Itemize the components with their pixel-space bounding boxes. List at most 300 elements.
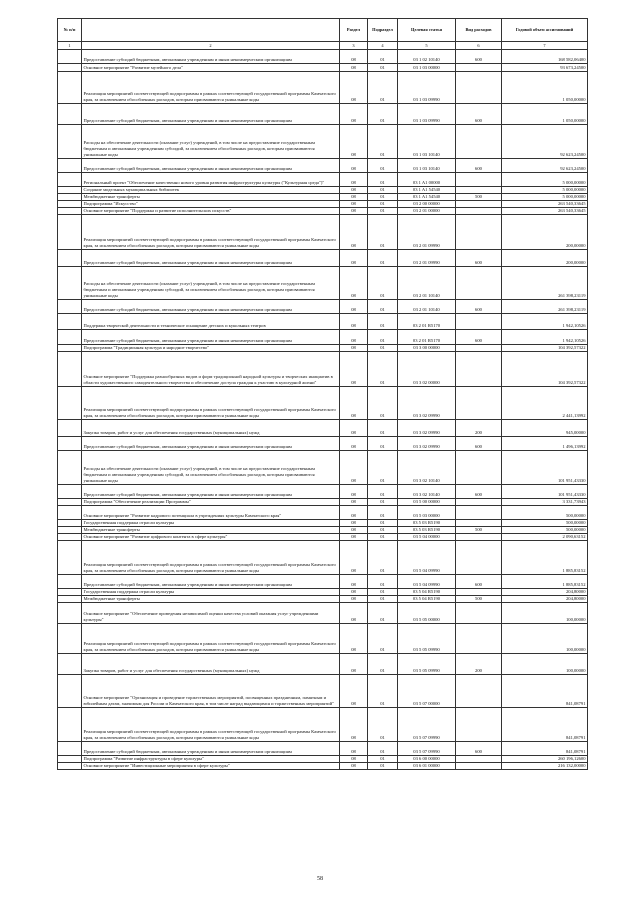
cell-name: Подпрограмма "Традиционная культура и народное творчество"	[82, 345, 340, 352]
cell-amount: 93 673,24500	[502, 64, 588, 72]
cell-section: 08	[340, 104, 368, 125]
cell-expense: 600	[456, 250, 502, 267]
cell-subsection: 01	[368, 603, 398, 624]
table-row	[58, 534, 588, 541]
cell-section: 08	[340, 451, 368, 485]
table-row	[58, 756, 588, 763]
cell-num	[58, 267, 82, 300]
cell-amount: 101 951,43330	[502, 451, 588, 485]
cell-expense	[456, 267, 502, 300]
cell-amount: 92 623,24500	[502, 125, 588, 159]
table-row	[58, 104, 588, 125]
cell-name: Государственная поддержка отрасли культуры	[82, 520, 340, 527]
cell-expense: 600	[456, 742, 502, 756]
table-row	[58, 575, 588, 589]
cell-amount: 104 392,57322	[502, 352, 588, 387]
cell-num	[58, 589, 82, 596]
cell-name: Предоставление субсидий бюджетным, автономным учреждениям и иным некоммерческим организациям	[82, 250, 340, 267]
cell-expense	[456, 173, 502, 187]
cell-amount: 204,80000	[502, 589, 588, 596]
cell-target: 03 2 01 R5170	[398, 330, 456, 345]
cell-expense	[456, 603, 502, 624]
cell-subsection: 01	[368, 173, 398, 187]
cell-expense	[456, 675, 502, 708]
cell-subsection: 01	[368, 330, 398, 345]
document-page	[57, 18, 587, 770]
cell-amount: 945,00000	[502, 420, 588, 437]
cell-section: 08	[340, 352, 368, 387]
cell-subsection: 01	[368, 596, 398, 603]
table-row	[58, 654, 588, 675]
col-number: 6	[456, 42, 502, 50]
cell-subsection: 01	[368, 314, 398, 330]
cell-target: 03 6 01 00000	[398, 763, 456, 770]
cell-target: 03 1 03 10140	[398, 159, 456, 173]
cell-target: 03 6 00 00000	[398, 756, 456, 763]
col-number: 4	[368, 42, 398, 50]
cell-section: 08	[340, 708, 368, 742]
cell-expense: 500	[456, 596, 502, 603]
cell-name: Межбюджетные трансферты	[82, 194, 340, 201]
cell-expense: 600	[456, 330, 502, 345]
table-row	[58, 72, 588, 104]
col-number: 3	[340, 42, 368, 50]
table-row	[58, 763, 588, 770]
cell-section: 08	[340, 575, 368, 589]
cell-name: Основное мероприятие "Поддержка разнообразных видов и форм традиционной народной культуры и творческих инициатив в области художественного самодеятельного творчества и обеспечение доступа граждан к участию в культурной жизни"	[82, 352, 340, 387]
cell-expense: 600	[456, 575, 502, 589]
table-row	[58, 267, 588, 300]
cell-target: 03 3 02 09990	[398, 420, 456, 437]
cell-amount: 200,00000	[502, 215, 588, 250]
table-row	[58, 314, 588, 330]
cell-num	[58, 596, 82, 603]
table-row	[58, 50, 588, 64]
cell-subsection: 01	[368, 300, 398, 314]
cell-subsection: 01	[368, 437, 398, 451]
cell-name: Основное мероприятие "Развитие цифрового контента в сфере культуры"	[82, 534, 340, 541]
cell-subsection: 01	[368, 50, 398, 64]
cell-name: Подпрограмма "Развитие инфраструктуры в сфере культуры"	[82, 756, 340, 763]
cell-target: 03 3 02 10140	[398, 451, 456, 485]
cell-amount: 1 942,10526	[502, 330, 588, 345]
cell-target: 03 5 03 R5190	[398, 520, 456, 527]
cell-section: 08	[340, 437, 368, 451]
cell-subsection: 01	[368, 194, 398, 201]
cell-subsection: 01	[368, 72, 398, 104]
cell-subsection: 01	[368, 575, 398, 589]
cell-target: 03 1 A1 54540	[398, 194, 456, 201]
cell-amount: 263 540,33645	[502, 201, 588, 208]
cell-expense	[456, 352, 502, 387]
cell-name: Реализация мероприятий соответствующей подпрограммы в рамках соответствующей государственной программы Камчатского края, за исключением обособленных расходов, которым присваиваются уникальные коды	[82, 708, 340, 742]
cell-target: 03 1 03 09990	[398, 72, 456, 104]
cell-section: 08	[340, 300, 368, 314]
cell-subsection: 01	[368, 267, 398, 300]
cell-section: 08	[340, 541, 368, 575]
cell-section: 08	[340, 499, 368, 506]
cell-section: 08	[340, 763, 368, 770]
table-row	[58, 527, 588, 534]
cell-name: Поддержка творческой деятельности и техническое оснащение детских и кукольных театров	[82, 314, 340, 330]
cell-target: 03 5 04 R5190	[398, 596, 456, 603]
cell-subsection: 01	[368, 742, 398, 756]
cell-section: 08	[340, 520, 368, 527]
cell-section: 08	[340, 387, 368, 420]
cell-name: Расходы на обеспечение деятельности (оказание услуг) учреждений, в том числе на предоставление государственным бюджетным и автономным учреждениям субсидий, за исключением обособленных расходов, которым присваиваются уникальные коды	[82, 125, 340, 159]
cell-expense	[456, 215, 502, 250]
cell-num	[58, 603, 82, 624]
cell-subsection: 01	[368, 250, 398, 267]
cell-name: Основное мероприятие "Инвестиционные мероприятия в сфере культуры"	[82, 763, 340, 770]
table-row	[58, 300, 588, 314]
cell-amount: 104 392,57322	[502, 345, 588, 352]
cell-num	[58, 173, 82, 187]
cell-name: Предоставление субсидий бюджетным, автономным учреждениям и иным некоммерческим организациям	[82, 159, 340, 173]
cell-subsection: 01	[368, 527, 398, 534]
cell-section: 08	[340, 72, 368, 104]
cell-subsection: 01	[368, 520, 398, 527]
cell-num	[58, 314, 82, 330]
cell-target: 03 5 03 R5190	[398, 527, 456, 534]
cell-amount: 260 196,12600	[502, 756, 588, 763]
cell-target: 03 5 05 00000	[398, 603, 456, 624]
cell-name: Реализация мероприятий соответствующей подпрограммы в рамках соответствующей государственной программы Камчатского края, за исключением обособленных расходов, которым присваиваются уникальные коды	[82, 215, 340, 250]
cell-num	[58, 499, 82, 506]
cell-num	[58, 194, 82, 201]
cell-name: Межбюджетные трансферты	[82, 527, 340, 534]
table-row	[58, 330, 588, 345]
cell-num	[58, 742, 82, 756]
table-header-row	[58, 19, 588, 42]
cell-expense	[456, 201, 502, 208]
cell-expense: 600	[456, 50, 502, 64]
cell-num	[58, 675, 82, 708]
cell-section: 08	[340, 330, 368, 345]
cell-expense	[456, 708, 502, 742]
cell-subsection: 01	[368, 534, 398, 541]
cell-section: 08	[340, 208, 368, 215]
col-number: 2	[82, 42, 340, 50]
cell-amount: 200,00000	[502, 250, 588, 267]
cell-subsection: 01	[368, 485, 398, 499]
cell-num	[58, 250, 82, 267]
cell-amount: 5 000,00000	[502, 173, 588, 187]
cell-num	[58, 64, 82, 72]
cell-num	[58, 624, 82, 654]
cell-amount: 263 540,33645	[502, 208, 588, 215]
cell-subsection: 01	[368, 187, 398, 194]
cell-target: 03 3 02 00000	[398, 352, 456, 387]
table-row	[58, 215, 588, 250]
cell-name: Основное мероприятие "Поддержка и развитие исполнительских искусств"	[82, 208, 340, 215]
cell-subsection: 01	[368, 208, 398, 215]
table-row	[58, 708, 588, 742]
cell-amount: 841,08791	[502, 675, 588, 708]
cell-section: 08	[340, 314, 368, 330]
cell-expense	[456, 624, 502, 654]
cell-name: Создание модельных муниципальных библиотек	[82, 187, 340, 194]
cell-expense	[456, 72, 502, 104]
table-row	[58, 352, 588, 387]
table-row	[58, 624, 588, 654]
cell-subsection: 01	[368, 506, 398, 520]
cell-target: 03 1 03 09990	[398, 104, 456, 125]
cell-amount: 100,00000	[502, 624, 588, 654]
cell-amount: 2 441,13992	[502, 387, 588, 420]
cell-expense: 200	[456, 420, 502, 437]
cell-expense	[456, 208, 502, 215]
cell-num	[58, 345, 82, 352]
table-row	[58, 596, 588, 603]
table-row	[58, 250, 588, 267]
table-row	[58, 603, 588, 624]
cell-subsection: 01	[368, 125, 398, 159]
cell-name: Межбюджетные трансферты	[82, 596, 340, 603]
cell-num	[58, 763, 82, 770]
cell-expense: 600	[456, 485, 502, 499]
cell-expense	[456, 589, 502, 596]
col-number: 7	[502, 42, 588, 50]
table-row	[58, 345, 588, 352]
cell-amount: 168 582,06400	[502, 50, 588, 64]
cell-subsection: 01	[368, 756, 398, 763]
column-number-row	[58, 42, 588, 50]
col-number: 1	[58, 42, 82, 50]
cell-name: Реализация мероприятий соответствующей подпрограммы в рамках соответствующей государственной программы Камчатского края, за исключением обособленных расходов, которым присваиваются уникальные коды	[82, 624, 340, 654]
cell-amount: 5 000,00000	[502, 187, 588, 194]
cell-name: Предоставление субсидий бюджетным, автономным учреждениям и иным некоммерческим организациям	[82, 330, 340, 345]
cell-subsection: 01	[368, 763, 398, 770]
table-row	[58, 208, 588, 215]
cell-amount: 1 050,00000	[502, 104, 588, 125]
cell-expense	[456, 763, 502, 770]
cell-name: Реализация мероприятий соответствующей подпрограммы в рамках соответствующей государственной программы Камчатского края, за исключением обособленных расходов, которым присваиваются уникальные коды	[82, 72, 340, 104]
cell-subsection: 01	[368, 159, 398, 173]
cell-target: 03 2 00 00000	[398, 201, 456, 208]
cell-num	[58, 654, 82, 675]
cell-num	[58, 159, 82, 173]
cell-target: 03 2 01 R5170	[398, 314, 456, 330]
budget-table	[57, 18, 588, 770]
cell-amount: 100,00000	[502, 603, 588, 624]
header-expense: Вид расходов	[456, 19, 502, 42]
table-row	[58, 437, 588, 451]
cell-amount: 500,00000	[502, 527, 588, 534]
cell-section: 08	[340, 589, 368, 596]
cell-target: 03 2 01 09990	[398, 215, 456, 250]
cell-expense: 600	[456, 437, 502, 451]
cell-name: Предоставление субсидий бюджетным, автономным учреждениям и иным некоммерческим организациям	[82, 742, 340, 756]
cell-section: 08	[340, 267, 368, 300]
cell-amount: 1 496,13992	[502, 437, 588, 451]
cell-section: 08	[340, 215, 368, 250]
cell-subsection: 01	[368, 387, 398, 420]
cell-section: 08	[340, 159, 368, 173]
cell-expense	[456, 499, 502, 506]
cell-amount: 92 623,24500	[502, 159, 588, 173]
cell-expense: 500	[456, 194, 502, 201]
cell-expense	[456, 345, 502, 352]
cell-subsection: 01	[368, 624, 398, 654]
cell-name: Предоставление субсидий бюджетным, автономным учреждениям и иным некоммерческим организациям	[82, 575, 340, 589]
cell-name: Расходы на обеспечение деятельности (оказание услуг) учреждений, в том числе на предоставление государственным бюджетным и автономным учреждениям субсидий, за исключением обособленных расходов, которым присваиваются уникальные коды	[82, 451, 340, 485]
table-row	[58, 451, 588, 485]
cell-section: 08	[340, 194, 368, 201]
cell-target: 03 1 03 00000	[398, 64, 456, 72]
cell-target: 03 1 03 10140	[398, 125, 456, 159]
cell-section: 08	[340, 345, 368, 352]
cell-section: 08	[340, 64, 368, 72]
cell-amount: 2 090,63152	[502, 534, 588, 541]
cell-expense	[456, 64, 502, 72]
header-subsection: Подраздел	[368, 19, 398, 42]
cell-target: 03 1 A1 54540	[398, 187, 456, 194]
cell-target: 03 3 02 09990	[398, 387, 456, 420]
cell-expense: 600	[456, 159, 502, 173]
table-row	[58, 589, 588, 596]
cell-amount: 841,08791	[502, 742, 588, 756]
cell-name: Региональный проект "Обеспечение качественно нового уровня развития инфраструктуры культуры ("Культурная среда")"	[82, 173, 340, 187]
cell-section: 08	[340, 596, 368, 603]
cell-num	[58, 451, 82, 485]
table-row	[58, 541, 588, 575]
table-row	[58, 194, 588, 201]
cell-expense	[456, 387, 502, 420]
cell-target: 03 5 03 00000	[398, 506, 456, 520]
cell-target: 03 5 00 00000	[398, 499, 456, 506]
cell-expense	[456, 541, 502, 575]
header-num: № п/п	[58, 19, 82, 42]
cell-subsection: 01	[368, 104, 398, 125]
cell-num	[58, 485, 82, 499]
table-row	[58, 520, 588, 527]
cell-num	[58, 420, 82, 437]
cell-amount: 1 885,83152	[502, 575, 588, 589]
cell-name: Основное мероприятие "Развитие музейного дела"	[82, 64, 340, 72]
table-row	[58, 187, 588, 194]
cell-section: 08	[340, 173, 368, 187]
cell-section: 08	[340, 201, 368, 208]
cell-name: Подпрограмма "Обеспечение реализации Программы"	[82, 499, 340, 506]
cell-target: 03 5 07 00000	[398, 675, 456, 708]
cell-num	[58, 300, 82, 314]
cell-name: Предоставление субсидий бюджетным, автономным учреждениям и иным некоммерческим организациям	[82, 50, 340, 64]
cell-target: 03 3 00 00000	[398, 345, 456, 352]
cell-name: Основное мероприятие "Развитие кадрового потенциала в учреждениях культуры Камчатского края"	[82, 506, 340, 520]
cell-num	[58, 534, 82, 541]
cell-amount: 500,00000	[502, 506, 588, 520]
cell-num	[58, 437, 82, 451]
cell-num	[58, 756, 82, 763]
cell-section: 08	[340, 654, 368, 675]
cell-num	[58, 104, 82, 125]
cell-num	[58, 352, 82, 387]
cell-num	[58, 72, 82, 104]
table-row	[58, 506, 588, 520]
table-row	[58, 499, 588, 506]
table-row	[58, 420, 588, 437]
cell-expense	[456, 756, 502, 763]
cell-target: 03 5 07 09990	[398, 742, 456, 756]
cell-num	[58, 506, 82, 520]
cell-num	[58, 187, 82, 194]
cell-num	[58, 387, 82, 420]
cell-section: 08	[340, 250, 368, 267]
cell-section: 08	[340, 506, 368, 520]
cell-subsection: 01	[368, 201, 398, 208]
cell-expense: 600	[456, 104, 502, 125]
cell-num	[58, 208, 82, 215]
cell-target: 03 1 02 10140	[398, 50, 456, 64]
cell-target: 03 2 01 10140	[398, 300, 456, 314]
cell-amount: 3 331,73943	[502, 499, 588, 506]
cell-subsection: 01	[368, 215, 398, 250]
cell-num	[58, 541, 82, 575]
cell-section: 08	[340, 756, 368, 763]
page-number: 58	[317, 876, 323, 882]
cell-expense: 500	[456, 527, 502, 534]
cell-amount: 500,00000	[502, 520, 588, 527]
cell-name: Предоставление субсидий бюджетным, автономным учреждениям и иным некоммерческим организациям	[82, 300, 340, 314]
cell-num	[58, 201, 82, 208]
cell-target: 03 5 05 09990	[398, 654, 456, 675]
cell-target: 03 3 02 10140	[398, 485, 456, 499]
cell-target: 03 2 01 09990	[398, 250, 456, 267]
cell-expense	[456, 187, 502, 194]
table-row	[58, 201, 588, 208]
table-row	[58, 742, 588, 756]
table-row	[58, 159, 588, 173]
cell-name: Закупка товаров, работ и услуг для обеспечения государственных (муниципальных) нужд	[82, 420, 340, 437]
table-row	[58, 173, 588, 187]
cell-subsection: 01	[368, 420, 398, 437]
cell-amount: 1 942,10526	[502, 314, 588, 330]
cell-section: 08	[340, 527, 368, 534]
cell-name: Закупка товаров, работ и услуг для обеспечения государственных (муниципальных) нужд	[82, 654, 340, 675]
cell-amount: 5 000,00000	[502, 194, 588, 201]
cell-num	[58, 708, 82, 742]
cell-expense	[456, 314, 502, 330]
cell-name: Подпрограмма "Искусство"	[82, 201, 340, 208]
cell-num	[58, 520, 82, 527]
cell-target: 03 5 04 R5190	[398, 589, 456, 596]
cell-section: 08	[340, 675, 368, 708]
cell-subsection: 01	[368, 451, 398, 485]
table-row	[58, 485, 588, 499]
cell-amount: 100,00000	[502, 654, 588, 675]
cell-section: 08	[340, 624, 368, 654]
cell-expense	[456, 506, 502, 520]
cell-target: 03 5 04 00000	[398, 534, 456, 541]
cell-name: Основное мероприятие "Обеспечение проведения независимой оценки качества условий оказания услуг учреждениями культуры"	[82, 603, 340, 624]
header-amount: Годовой объем ассигнований	[502, 19, 588, 42]
cell-section: 08	[340, 534, 368, 541]
cell-expense	[456, 451, 502, 485]
cell-num	[58, 215, 82, 250]
cell-amount: 216 132,00000	[502, 763, 588, 770]
cell-subsection: 01	[368, 352, 398, 387]
table-row	[58, 675, 588, 708]
cell-expense	[456, 534, 502, 541]
cell-subsection: 01	[368, 64, 398, 72]
cell-target: 03 2 01 00000	[398, 208, 456, 215]
cell-section: 08	[340, 485, 368, 499]
cell-name: Реализация мероприятий соответствующей подпрограммы в рамках соответствующей государственной программы Камчатского края, за исключением обособленных расходов, которым присваиваются уникальные коды	[82, 387, 340, 420]
cell-name: Предоставление субсидий бюджетным, автономным учреждениям и иным некоммерческим организациям	[82, 104, 340, 125]
cell-num	[58, 527, 82, 534]
cell-expense	[456, 520, 502, 527]
